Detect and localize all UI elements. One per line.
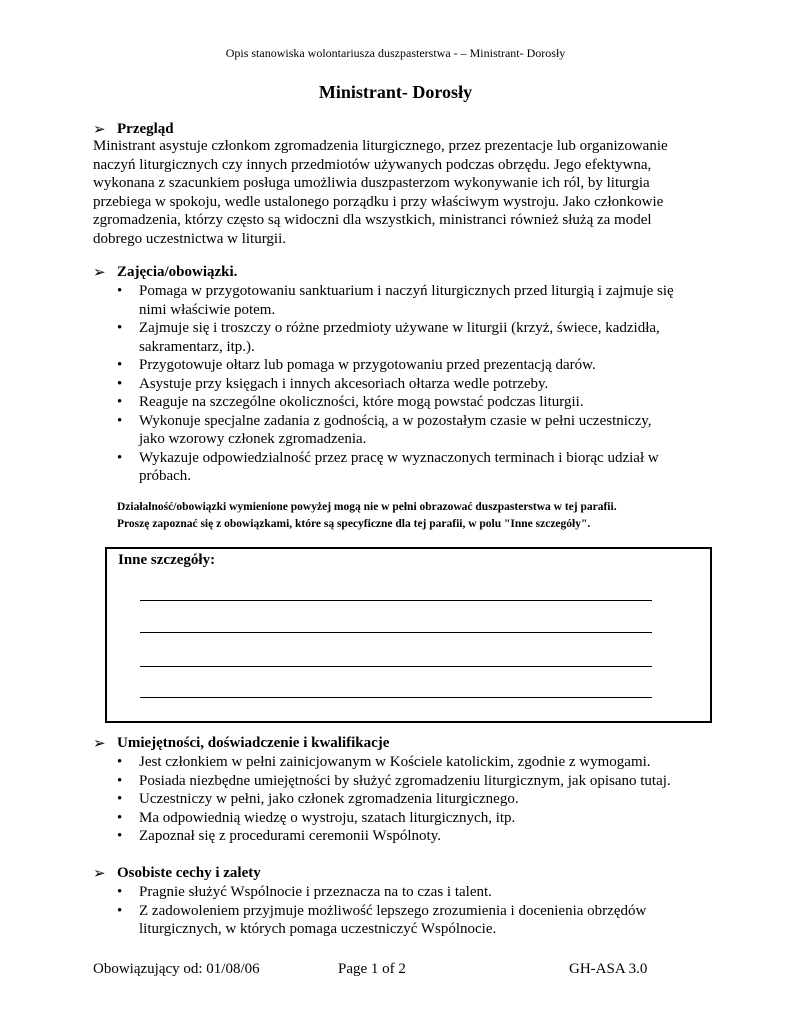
bullet-icon: • bbox=[117, 772, 123, 789]
list-item-line: Z zadowoleniem przyjmuje możliwość lepszego zrozumienia i docenienia obrzędów bbox=[139, 902, 647, 919]
bullet-icon: • bbox=[117, 828, 123, 844]
bullet-icon: • bbox=[117, 394, 123, 410]
list-item bbox=[93, 790, 703, 809]
list-item-line: Pragnie służyć Wspólnocie i przeznacza na to czas i talent. bbox=[139, 884, 492, 900]
bullet-icon: • bbox=[117, 754, 123, 770]
duties-note bbox=[117, 499, 717, 533]
list-item-line: Przygotowuje ołtarz lub pomaga w przygotowaniu przed prezentacją darów. bbox=[139, 357, 596, 373]
running-header: Opis stanowiska wolontariusza duszpasterstwa - – Ministrant- Dorosły bbox=[225, 46, 566, 60]
overview-line: wykonana z szacunkiem posługa umożliwia duszpasterzom wykonywanie ich ról, by liturgia bbox=[93, 175, 650, 191]
skills-list bbox=[93, 753, 703, 846]
bullet-icon: • bbox=[117, 320, 123, 336]
bullet-icon: • bbox=[117, 902, 123, 919]
section-heading-traits bbox=[93, 864, 261, 883]
bullet-icon: • bbox=[117, 809, 123, 826]
list-item-line: jako wzorowy członek zgromadzenia. bbox=[139, 431, 367, 447]
list-item-line: Wykonuje specjalne zadania z godnością, a w pozostałym czasie w pełni uczestniczy, bbox=[139, 412, 652, 429]
duties-list bbox=[93, 282, 703, 486]
list-item-line: Jest członkiem w pełni zainicjowanym w Kościele katolickim, zgodnie z wymogami. bbox=[139, 754, 651, 770]
other-details-line-2[interactable] bbox=[140, 632, 652, 633]
other-details-line-1[interactable] bbox=[140, 600, 652, 601]
list-item bbox=[93, 449, 703, 486]
bullet-icon: • bbox=[117, 791, 123, 807]
list-item-line: nimi właściwie potem. bbox=[139, 301, 276, 318]
list-item bbox=[93, 883, 703, 902]
list-item-line: Zapoznał się z procedurami ceremonii Wspólnoty. bbox=[139, 828, 441, 844]
bullet-icon: • bbox=[117, 884, 123, 900]
overview-line: przebiega w spokoju, wedle ustalonego porządku i przy właściwym wystroju. Jako członkowie bbox=[93, 193, 664, 210]
traits-heading-text: Osobiste cechy i zalety bbox=[117, 865, 261, 881]
list-item bbox=[93, 412, 703, 449]
overview-line: Ministrant asystuje członkom zgromadzenia liturgicznego, przez prezentacje lub organizowanie bbox=[93, 138, 668, 154]
other-details-line-4[interactable] bbox=[140, 697, 652, 698]
list-item bbox=[93, 282, 703, 319]
list-item-line: Reaguje na szczególne okoliczności, które mogą powstać podczas liturgii. bbox=[139, 394, 584, 410]
traits-list bbox=[93, 883, 703, 939]
overview-heading-text: Przegląd bbox=[117, 121, 174, 137]
section-heading-duties bbox=[93, 263, 237, 282]
duties-heading-text: Zajęcia/obowiązki. bbox=[117, 264, 238, 280]
list-item bbox=[93, 753, 703, 772]
overview-line: zgromadzenia, którzy często są widoczni dla wszystkich, ministranci również służą za model bbox=[93, 212, 652, 228]
overview-line: naczyń liturgicznych czy innych przedmiotów używanych podczas obrzędu. Jego efektywna, bbox=[93, 156, 652, 173]
bullet-icon: • bbox=[117, 283, 123, 299]
arrow-bullet-icon: ➢ bbox=[93, 265, 106, 281]
other-details-box bbox=[105, 547, 712, 723]
skills-heading-text: Umiejętności, doświadczenie i kwalifikacje bbox=[117, 735, 390, 751]
list-item bbox=[93, 772, 703, 791]
list-item bbox=[93, 902, 703, 939]
list-item bbox=[93, 375, 703, 394]
list-item-line: Ma odpowiednią wiedzę o wystroju, szatach liturgicznych, itp. bbox=[139, 809, 516, 826]
list-item-line: Asystuje przy księgach i innych akcesoriach ołtarza wedle potrzeby. bbox=[139, 375, 549, 392]
arrow-bullet-icon: ➢ bbox=[93, 866, 106, 882]
list-item-line: Uczestniczy w pełni, jako członek zgromadzenia liturgicznego. bbox=[139, 791, 519, 807]
page-title: Ministrant- Dorosły bbox=[318, 82, 473, 102]
list-item-line: Pomaga w przygotowaniu sanktuarium i naczyń liturgicznych przed liturgią i zajmuje się bbox=[139, 283, 674, 299]
overview-line: dobrego uczestnictwa w liturgii. bbox=[93, 230, 287, 247]
list-item bbox=[93, 827, 703, 846]
footer-effective-date: Obowiązujący od: 01/08/06 bbox=[93, 961, 260, 977]
list-item-line: sakramentarz, itp.). bbox=[139, 338, 255, 355]
arrow-bullet-icon: ➢ bbox=[93, 736, 106, 752]
list-item bbox=[93, 393, 703, 412]
list-item bbox=[93, 356, 703, 375]
other-details-label: Inne szczegóły: bbox=[118, 552, 216, 568]
list-item-line: Posiada niezbędne umiejętności by służyć zgromadzeniu liturgicznym, jak opisano tutaj. bbox=[139, 772, 671, 789]
overview-paragraph bbox=[93, 137, 703, 248]
list-item-line: Zajmuje się i troszczy o różne przedmioty używane w liturgii (krzyż, świece, kadzidła, bbox=[139, 320, 660, 336]
note-line: Proszę zapoznać się z obowiązkami, które są specyficzne dla tej parafii, w polu "Inne szczegóły". bbox=[117, 518, 591, 530]
arrow-bullet-icon: ➢ bbox=[93, 122, 106, 138]
bullet-icon: • bbox=[117, 412, 123, 429]
list-item bbox=[93, 809, 703, 828]
bullet-icon: • bbox=[117, 357, 123, 373]
bullet-icon: • bbox=[117, 449, 123, 466]
list-item-line: próbach. bbox=[139, 468, 192, 484]
list-item-line: Wykazuje odpowiedzialność przez pracę w wyznaczonych terminach i biorąc udział w bbox=[139, 449, 659, 466]
bullet-icon: • bbox=[117, 375, 123, 392]
footer-document-code: GH-ASA 3.0 bbox=[569, 961, 648, 977]
section-heading-skills bbox=[93, 734, 389, 753]
note-line: Działalność/obowiązki wymienione powyżej mogą nie w pełni obrazować duszpasterstwa w tej parafii. bbox=[117, 501, 617, 513]
footer-page-number: Page 1 of 2 bbox=[338, 961, 406, 977]
list-item-line: liturgicznych, w których pomaga uczestniczyć Wspólnocie. bbox=[139, 921, 497, 937]
list-item bbox=[93, 319, 703, 356]
other-details-line-3[interactable] bbox=[140, 666, 652, 667]
